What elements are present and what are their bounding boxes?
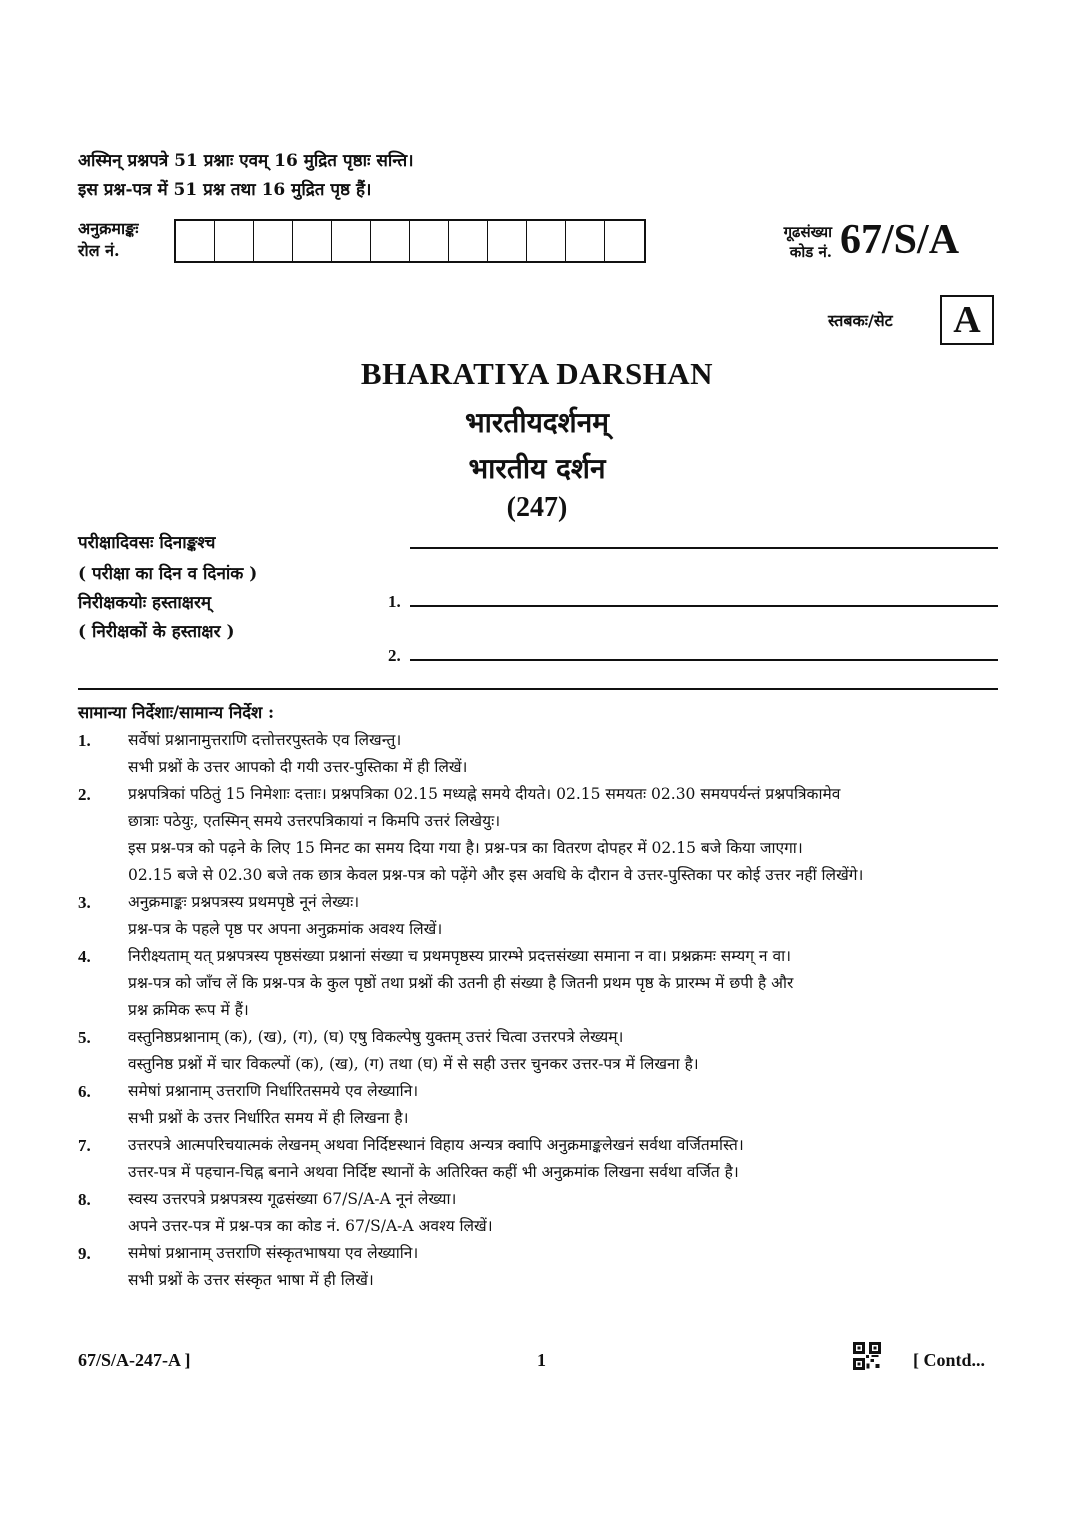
instruction-text [128, 781, 863, 889]
code-label [752, 222, 832, 262]
signature-2-number: 2. [388, 646, 401, 665]
date-label-hindi: ( परीक्षा का दिन व दिनांक ) [78, 564, 258, 584]
instruction-line: उत्तर-पत्र में पहचान-चिह्न बनाने अथवा निर्दिष्ट स्थानों के अतिरिक्त कहीं भी अनुक्रमांक लिखना सर्वथा वर्जित है। [128, 1163, 739, 1181]
instruction-line: सभी प्रश्नों के उत्तर आपको दी गयी उत्तर-पुस्तिका में ही लिखें। [128, 758, 468, 776]
roll-number-box[interactable] [254, 221, 293, 261]
instruction-item [78, 1240, 1008, 1294]
instruction-line: समेषां प्रश्नानाम् उत्तराणि संस्कृतभाषया एव लेख्यानि। [128, 1244, 419, 1262]
instruction-number: 7. [78, 1136, 91, 1155]
instruction-line: अपने उत्तर-पत्र में प्रश्न-पत्र का कोड नं. 67/S/A-A अवश्य लिखें। [128, 1217, 493, 1235]
roll-number-box[interactable] [293, 221, 332, 261]
instruction-line: प्रश्न क्रमिक रूप में हैं। [128, 1001, 249, 1019]
roll-number-box[interactable] [410, 221, 449, 261]
instruction-line: प्रश्न-पत्र को जाँच लें कि प्रश्न-पत्र के कुल पृष्ठों तथा प्रश्नों की उतनी ही संख्या है जितनी प्रथम पृष्ठ के प्रारम्भ में छपी है और [128, 974, 794, 992]
instruction-line: इस प्रश्न-पत्र को पढ़ने के लिए 15 मिनट का समय दिया गया है। प्रश्न-पत्र का वितरण दोपहर में 02.15 बजे किया जाएगा। [128, 839, 803, 857]
roll-number-box[interactable] [332, 221, 371, 261]
title-hindi: भारतीय दर्शन [468, 452, 606, 485]
instruction-item [78, 1078, 1008, 1132]
instruction-line: 02.15 बजे से 02.30 बजे तक छात्र केवल प्रश्न-पत्र को पढ़ेंगे और इस अवधि के दौरान वे उत्तर-पुस्तिका पर कोई उत्तर नहीं लिखेंगे। [128, 866, 864, 884]
instruction-number: 9. [78, 1244, 91, 1263]
signature-label-sanskrit: निरीक्षकयोः हस्ताक्षरम् [78, 593, 212, 613]
instruction-text [128, 1132, 744, 1186]
qr-code-icon [853, 1342, 881, 1370]
roll-label-hindi: रोल नं. [78, 241, 120, 260]
roll-number-box[interactable] [215, 221, 254, 261]
instruction-line: निरीक्ष्यताम् यत् प्रश्नपत्रस्य पृष्ठसंख्या प्रश्नानां संख्या च प्रथमपृष्ठस्य प्रारम्भे प्रदत्तसंख्या समाना न वा। प्रश्नक्रमः सम्यग् न वा। [128, 947, 791, 965]
footer-code: 67/S/A-247-A ] [78, 1350, 191, 1370]
instruction-item [78, 781, 1008, 889]
instruction-text [128, 1078, 418, 1132]
instruction-text [128, 943, 793, 1024]
code-label-sanskrit: गूढसंख्या [783, 223, 832, 241]
signature-2-line[interactable] [410, 659, 998, 661]
instruction-text [128, 889, 442, 943]
roll-number-box[interactable] [605, 221, 644, 261]
instructions-heading: सामान्या निर्देशाः/सामान्य निर्देश : [78, 703, 275, 722]
instruction-item [78, 727, 1008, 781]
roll-label-sanskrit: अनुक्रमाङ्कः [78, 219, 139, 238]
instruction-line: स्वस्य उत्तरपत्रे प्रश्नपत्रस्य गूढसंख्या 67/S/A-A नूनं लेख्या। [128, 1190, 457, 1208]
title-english: BHARATIYA DARSHAN [360, 356, 714, 391]
instruction-item [78, 1024, 1008, 1078]
date-label-sanskrit: परीक्षादिवसः दिनाङ्कश्च [78, 533, 216, 553]
instruction-line: सभी प्रश्नों के उत्तर संस्कृत भाषा में ही लिखें। [128, 1271, 374, 1289]
section-divider [78, 688, 998, 690]
page-number: 1 [537, 1350, 546, 1370]
instruction-line: छात्राः पठेयुः, एतस्मिन् समये उत्तरपत्रिकायां न किमपि उत्तरं लिखेयुः। [128, 812, 501, 830]
title-sanskrit: भारतीयदर्शनम् [464, 406, 610, 439]
instruction-number: 3. [78, 893, 91, 912]
continued-label: [ Contd... [913, 1350, 986, 1370]
signature-1-number: 1. [388, 592, 401, 611]
instruction-text [128, 1240, 418, 1294]
instruction-item [78, 1132, 1008, 1186]
signature-1-line[interactable] [410, 605, 998, 607]
instructions-list [78, 727, 1008, 1294]
instruction-text [128, 727, 467, 781]
roll-number-box[interactable] [449, 221, 488, 261]
roll-number-box[interactable] [527, 221, 566, 261]
instruction-number: 8. [78, 1190, 91, 1209]
code-label-hindi: कोड नं. [789, 243, 832, 261]
set-label: स्तबकः/सेट [828, 311, 893, 330]
header-line-hindi: इस प्रश्न-पत्र में 51 प्रश्न तथा 16 मुद्रित पृष्ठ हैं। [78, 180, 372, 200]
roll-number-label [78, 218, 138, 262]
instruction-line: सभी प्रश्नों के उत्तर निर्धारित समय में ही लिखना है। [128, 1109, 409, 1127]
instruction-line: उत्तरपत्रे आत्मपरिचयात्मकं लेखनम् अथवा निर्दिष्टस्थानं विहाय अन्यत्र क्वापि अनुक्रमाङ्कलेखनं सर्वथा वर्जितमस्ति। [128, 1136, 744, 1154]
instruction-item [78, 1186, 1008, 1240]
instruction-line: वस्तुनिष्ठ प्रश्नों में चार विकल्पों (क), (ख), (ग) तथा (घ) में से सही उत्तर चुनकर उत्तर-पत्र में लिखना है। [128, 1055, 699, 1073]
instruction-item [78, 943, 1008, 1024]
roll-number-box[interactable] [371, 221, 410, 261]
instruction-number: 2. [78, 785, 91, 804]
title-code: (247) [506, 492, 568, 523]
instruction-number: 6. [78, 1082, 91, 1101]
header-line-sanskrit: अस्मिन् प्रश्नपत्रे 51 प्रश्नाः एवम् 16 मुद्रित पृष्ठाः सन्ति। [78, 151, 414, 171]
signature-label-hindi: ( निरीक्षकों के हस्ताक्षर ) [78, 622, 235, 642]
instruction-number: 1. [78, 731, 91, 750]
roll-number-box[interactable] [566, 221, 605, 261]
instruction-number: 4. [78, 947, 91, 966]
roll-number-box[interactable] [488, 221, 527, 261]
instruction-text [128, 1186, 493, 1240]
instruction-number: 5. [78, 1028, 91, 1047]
instruction-line: समेषां प्रश्नानाम् उत्तराणि निर्धारितसमये एव लेख्यानि। [128, 1082, 419, 1100]
date-line[interactable] [410, 547, 998, 549]
set-box: A [940, 295, 994, 345]
roll-number-boxes[interactable] [174, 219, 646, 263]
instruction-line: प्रश्नपत्रिकां पठितुं 15 निमेशाः दत्ताः। प्रश्नपत्रिका 02.15 मध्यह्ने समये दीयते। 02.15 समयतः 02.30 समयपर्यन्तं प्रश्नपत्रिकामेव [128, 785, 841, 803]
roll-number-box[interactable] [176, 221, 215, 261]
code-value: 67/S/A [840, 217, 960, 263]
instruction-text [128, 1024, 699, 1078]
instruction-line: प्रश्न-पत्र के पहले पृष्ठ पर अपना अनुक्रमांक अवश्य लिखें। [128, 920, 443, 938]
instruction-line: अनुक्रमाङ्कः प्रश्नपत्रस्य प्रथमपृष्ठे नूनं लेख्यः। [128, 893, 360, 911]
instruction-line: वस्तुनिष्ठप्रश्नानाम् (क), (ख), (ग), (घ) एषु विकल्पेषु युक्तम् उत्तरं चित्वा उत्तरपत्रे लेख्यम्। [128, 1028, 624, 1046]
instruction-item [78, 889, 1008, 943]
instruction-line: सर्वेषां प्रश्नानामुत्तराणि दत्तोत्तरपुस्तके एव लिखन्तु। [128, 731, 402, 749]
